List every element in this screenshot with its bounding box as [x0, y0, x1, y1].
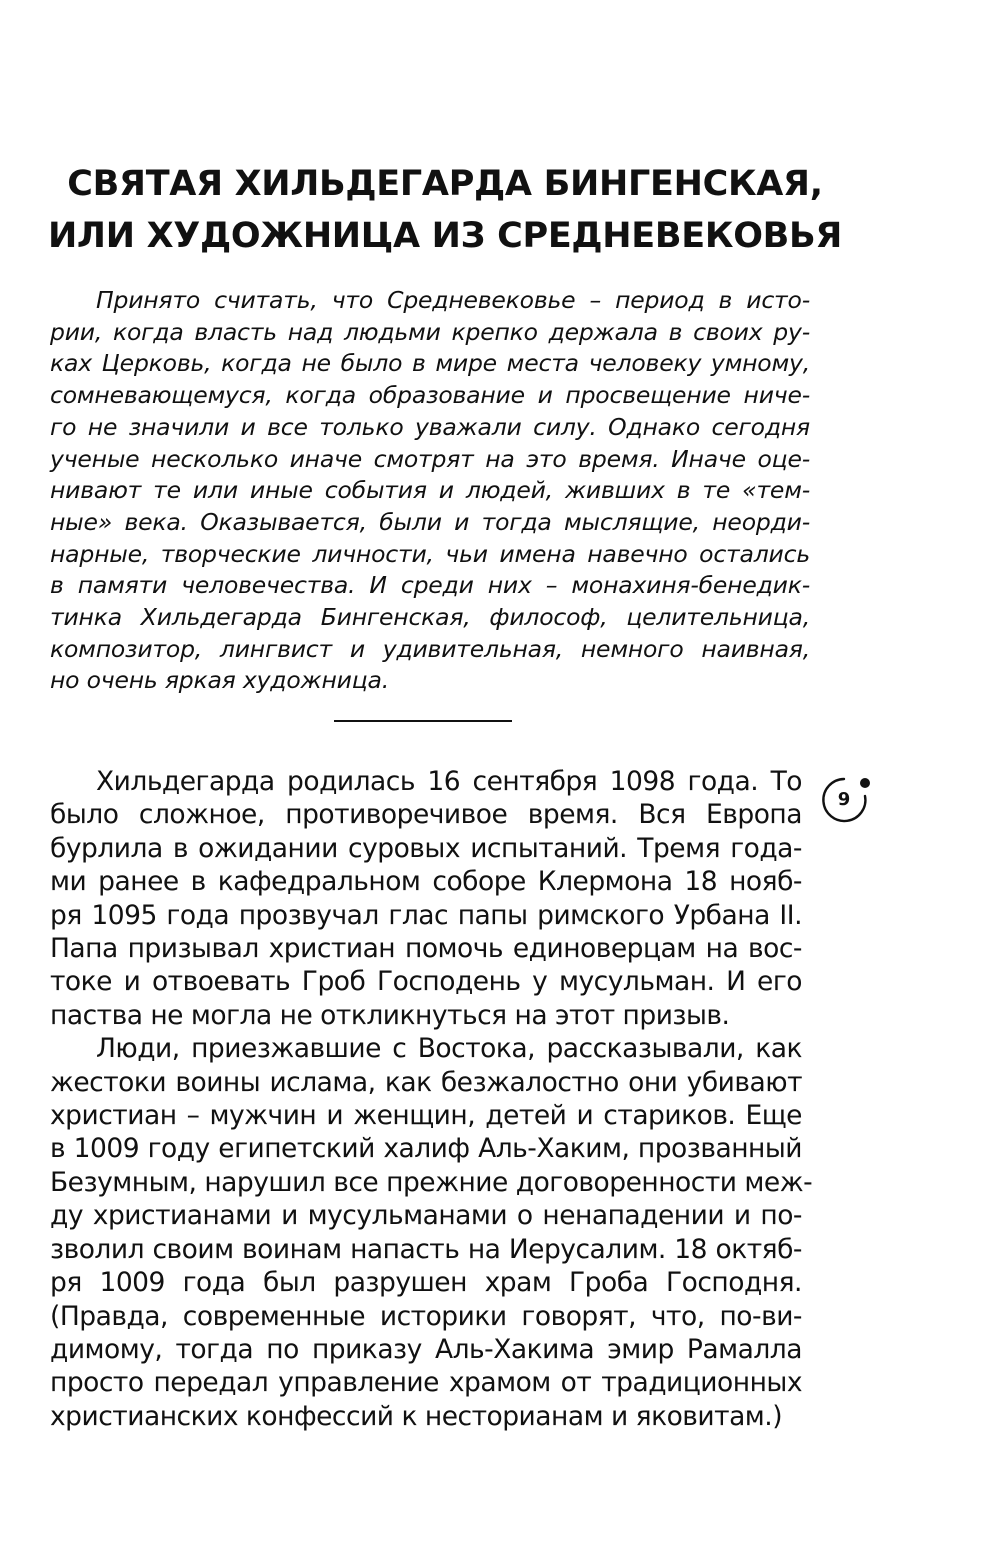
- body-paragraph-2-line: в 1009 году египетский халиф Аль-Хаким, прозванный: [50, 1133, 802, 1165]
- body-paragraph-2-line: ду христианами и мусульманами о ненападении и по-: [50, 1200, 802, 1232]
- body-paragraph-2-line: зволил своим воинам напасть на Иерусалим. 18 октяб-: [50, 1233, 802, 1265]
- body-paragraph-2-line: просто передал управление храмом от традиционных: [50, 1367, 802, 1399]
- intro-paragraph: [50, 285, 810, 697]
- body-paragraph-1-line: Папа призывал христиан помочь единоверцам на вос-: [50, 933, 802, 965]
- page-number: 9: [837, 789, 851, 810]
- intro-line: рии, когда власть над людьми крепко держала в своих ру-: [50, 317, 810, 346]
- intro-line: композитор, лингвист и удивительная, немного наивная,: [50, 634, 810, 663]
- intro-line: сомневающемуся, когда образование и просвещение ниче-: [50, 381, 810, 410]
- intro-line: нарные, творческие личности, чьи имена навечно остались: [50, 539, 810, 568]
- intro-line: го не значили и все только уважали силу. Однако сегодня: [50, 412, 810, 441]
- body-paragraph-1-line: токе и отвоевать Гроб Господень у мусульман. И его: [50, 966, 802, 998]
- intro-line: в памяти человечества. И среди них – монахиня-бенедик-: [50, 571, 810, 600]
- intro-line: ках Церковь, когда не было в мире места человеку умному,: [50, 349, 810, 378]
- body-paragraph-2-line: Люди, приезжавшие с Востока, рассказывали, как: [96, 1033, 802, 1065]
- body-paragraph-1-line: было сложное, противоречивое время. Вся Европа: [50, 799, 802, 831]
- body-paragraph-1-line: бурлила в ожидании суровых испытаний. Тремя года-: [50, 832, 802, 864]
- intro-line: но очень яркая художница.: [50, 666, 389, 695]
- intro-line: нивают те или иные события и людей, живших в те «тем-: [50, 476, 810, 505]
- body-text: [50, 765, 813, 1433]
- chapter-title-line: СВЯТАЯ ХИЛЬДЕГАРДА БИНГЕНСКАЯ,: [67, 164, 823, 204]
- body-paragraph-2-line: (Правда, современные историки говорят, что, по-ви-: [50, 1300, 802, 1332]
- intro-line: Принято считать, что Средневековье – период в исто-: [96, 286, 810, 314]
- body-paragraph-2-line: христианских конфессий к несторианам и яковитам.): [50, 1400, 783, 1432]
- intro-line: ные» века. Оказывается, были и тогда мыслящие, неорди-: [50, 507, 810, 536]
- body-paragraph-1-line: ми ранее в кафедральном соборе Клермона 18 нояб-: [50, 866, 802, 898]
- chapter-title: [40, 158, 850, 262]
- intro-line: ученые несколько иначе смотрят на это время. Иначе оце-: [50, 444, 810, 473]
- intro-line: тинка Хильдегарда Бингенская, философ, целительница,: [50, 603, 810, 632]
- body-paragraph-2-line: христиан – мужчин и женщин, детей и стариков. Еще: [50, 1100, 802, 1132]
- body-paragraph-2-line: жестоки воины ислама, как безжалостно они убивают: [50, 1066, 802, 1098]
- body-paragraph-1-line: паства не могла не откликнуться на этот призыв.: [50, 999, 730, 1031]
- page-number-badge: [820, 776, 876, 832]
- body-paragraph-2-line: Безумным, нарушил все прежние договоренности меж-: [50, 1166, 813, 1198]
- body-paragraph-2-line: димому, тогда по приказу Аль-Хакима эмир Рамалла: [50, 1333, 802, 1365]
- body-paragraph-2-line: ря 1009 года был разрушен храм Гроба Господня.: [50, 1267, 802, 1299]
- chapter-title-line: ИЛИ ХУДОЖНИЦА ИЗ СРЕДНЕВЕКОВЬЯ: [47, 216, 843, 256]
- body-paragraph-1-line: ря 1095 года прозвучал глас папы римского Урбана II.: [50, 899, 802, 931]
- section-divider: [334, 720, 512, 722]
- body-paragraph-1-line: Хильдегарда родилась 16 сентября 1098 года. То: [96, 766, 802, 797]
